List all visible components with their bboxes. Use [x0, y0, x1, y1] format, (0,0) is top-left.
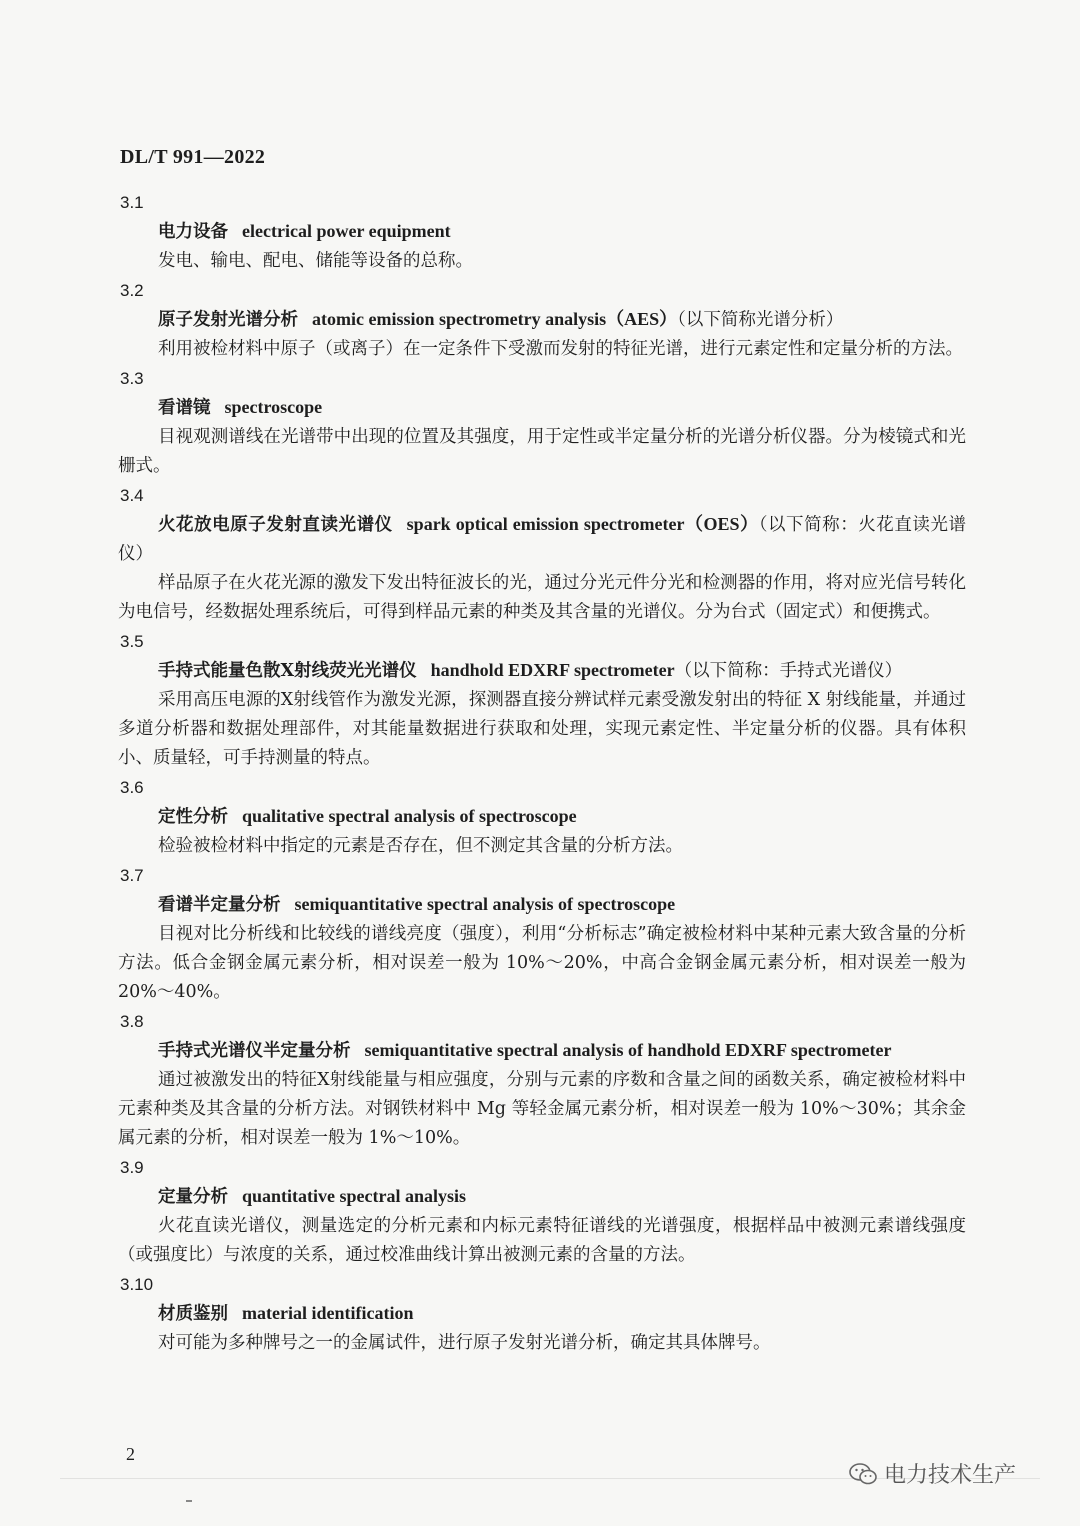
term-zh: 手持式能量色散X射线荧光光谱仪	[158, 661, 417, 681]
clause-number: 3.7	[120, 866, 144, 885]
term-zh: 原子发射光谱分析	[158, 310, 298, 330]
term-en: handhold EDXRF spectrometer	[430, 660, 675, 680]
term-title	[158, 393, 966, 423]
term-title	[158, 890, 966, 920]
term-definition: 检验被检材料中指定的元素是否存在，但不测定其含量的分析方法。	[158, 836, 683, 856]
term-entry	[118, 773, 966, 861]
term-title	[158, 802, 966, 832]
terms-section	[118, 188, 966, 1358]
clause-number: 3.9	[120, 1158, 144, 1177]
scan-speck	[186, 1500, 192, 1502]
wechat-icon	[848, 1461, 878, 1487]
term-en: semiquantitative spectral analysis of spectroscope	[294, 894, 676, 914]
term-definition: 采用高压电源的X射线管作为激发光源，探测器直接分辨试样元素受激发射出的特征 X 射线能量，并通过多道分析器和数据处理部件，对其能量数据进行获取和处理，实现元素定性、半定量分析的仪器。具有体积小、质量轻，可手持测量的特点。	[118, 690, 966, 768]
term-en: spark optical emission spectrometer（OES）	[406, 514, 759, 534]
term-definition: 样品原子在火花光源的激发下发出特征波长的光，通过分光元件分光和检测器的作用，将对应光信号转化为电信号，经数据处理系统后，可得到样品元素的种类及其含量的光谱仪。分为台式（固定式）和便携式。	[118, 573, 966, 622]
term-zh: 看谱镜	[158, 398, 211, 418]
term-en: atomic emission spectrometry analysis（AES）	[312, 309, 678, 329]
clause-number: 3.4	[120, 486, 144, 505]
term-title	[158, 656, 966, 686]
term-zh: 火花放电原子发射直读光谱仪	[158, 515, 393, 535]
clause-number: 3.10	[120, 1275, 154, 1294]
term-zh: 看谱半定量分析	[158, 895, 281, 915]
term-entry	[118, 861, 966, 1007]
term-definition: 目视观测谱线在光谱带中出现的位置及其强度，用于定性或半定量分析的光谱分析仪器。分为棱镜式和光栅式。	[118, 427, 966, 476]
term-title	[158, 305, 966, 335]
term-zh: 定量分析	[158, 1187, 228, 1207]
term-entry	[118, 1270, 966, 1358]
clause-number: 3.8	[120, 1012, 144, 1031]
term-note: （以下简称：手持式光谱仪）	[674, 661, 903, 681]
term-entry	[118, 1007, 966, 1153]
term-definition: 通过被激发出的特征X射线能量与相应强度，分别与元素的序数和含量之间的函数关系，确定被检材料中元素种类及其含量的分析方法。对钢铁材料中 Mg 等轻金属元素分析，相对误差一般为 10%～30%；其余金属元素的分析，相对误差一般为 1%～10%。	[118, 1070, 966, 1148]
clause-number: 3.1	[120, 193, 144, 212]
term-note: （以下简称光谱分析）	[677, 310, 844, 330]
clause-number: 3.2	[120, 281, 144, 300]
clause-number: 3.6	[120, 778, 144, 797]
term-title	[158, 217, 966, 247]
term-definition: 利用被检材料中原子（或离子）在一定条件下受激而发射的特征光谱，进行元素定性和定量分析的方法。	[158, 339, 963, 359]
clause-number: 3.3	[120, 369, 144, 388]
term-en: spectroscope	[224, 397, 323, 417]
watermark	[848, 1458, 1016, 1489]
term-entry	[118, 627, 966, 773]
term-en: qualitative spectral analysis of spectroscope	[242, 806, 577, 826]
term-definition: 目视对比分析线和比较线的谱线亮度（强度），利用“分析标志”确定被检材料中某种元素大致含量的分析方法。低合金钢金属元素分析，相对误差一般为 10%～20%，中高合金钢金属元素分析，相对误差一般为 20%～40%。	[118, 924, 966, 1002]
page-number: 2	[126, 1444, 135, 1464]
term-title	[158, 1182, 966, 1212]
term-definition: 对可能为多种牌号之一的金属试件，进行原子发射光谱分析，确定其具体牌号。	[158, 1333, 771, 1353]
term-title	[118, 510, 966, 569]
term-zh: 材质鉴别	[158, 1304, 228, 1324]
clause-number: 3.5	[120, 632, 144, 651]
term-entry	[118, 276, 966, 364]
term-en: semiquantitative spectral analysis of handhold EDXRF spectrometer	[364, 1040, 892, 1060]
watermark-text: 电力技术生产	[884, 1463, 1017, 1488]
term-zh: 手持式光谱仪半定量分析	[158, 1041, 351, 1061]
term-zh: 电力设备	[158, 222, 228, 242]
term-entry	[118, 481, 966, 627]
term-definition: 火花直读光谱仪，测量选定的分析元素和内标元素特征谱线的光谱强度，根据样品中被测元素谱线强度（或强度比）与浓度的关系，通过校准曲线计算出被测元素的含量的方法。	[118, 1216, 966, 1265]
standard-code: DL/T 991—2022	[120, 146, 266, 168]
term-entry	[118, 364, 966, 481]
term-en: electrical power equipment	[242, 221, 451, 241]
term-note: （以下简称：火花直读光谱仪）	[118, 515, 967, 564]
term-entry	[118, 1153, 966, 1270]
term-en: material identification	[242, 1303, 414, 1323]
term-zh: 定性分析	[158, 807, 228, 827]
term-title	[158, 1036, 966, 1066]
term-definition: 发电、输电、配电、储能等设备的总称。	[158, 251, 473, 271]
term-entry	[118, 188, 966, 276]
term-title	[158, 1299, 966, 1329]
term-en: quantitative spectral analysis	[242, 1186, 467, 1206]
